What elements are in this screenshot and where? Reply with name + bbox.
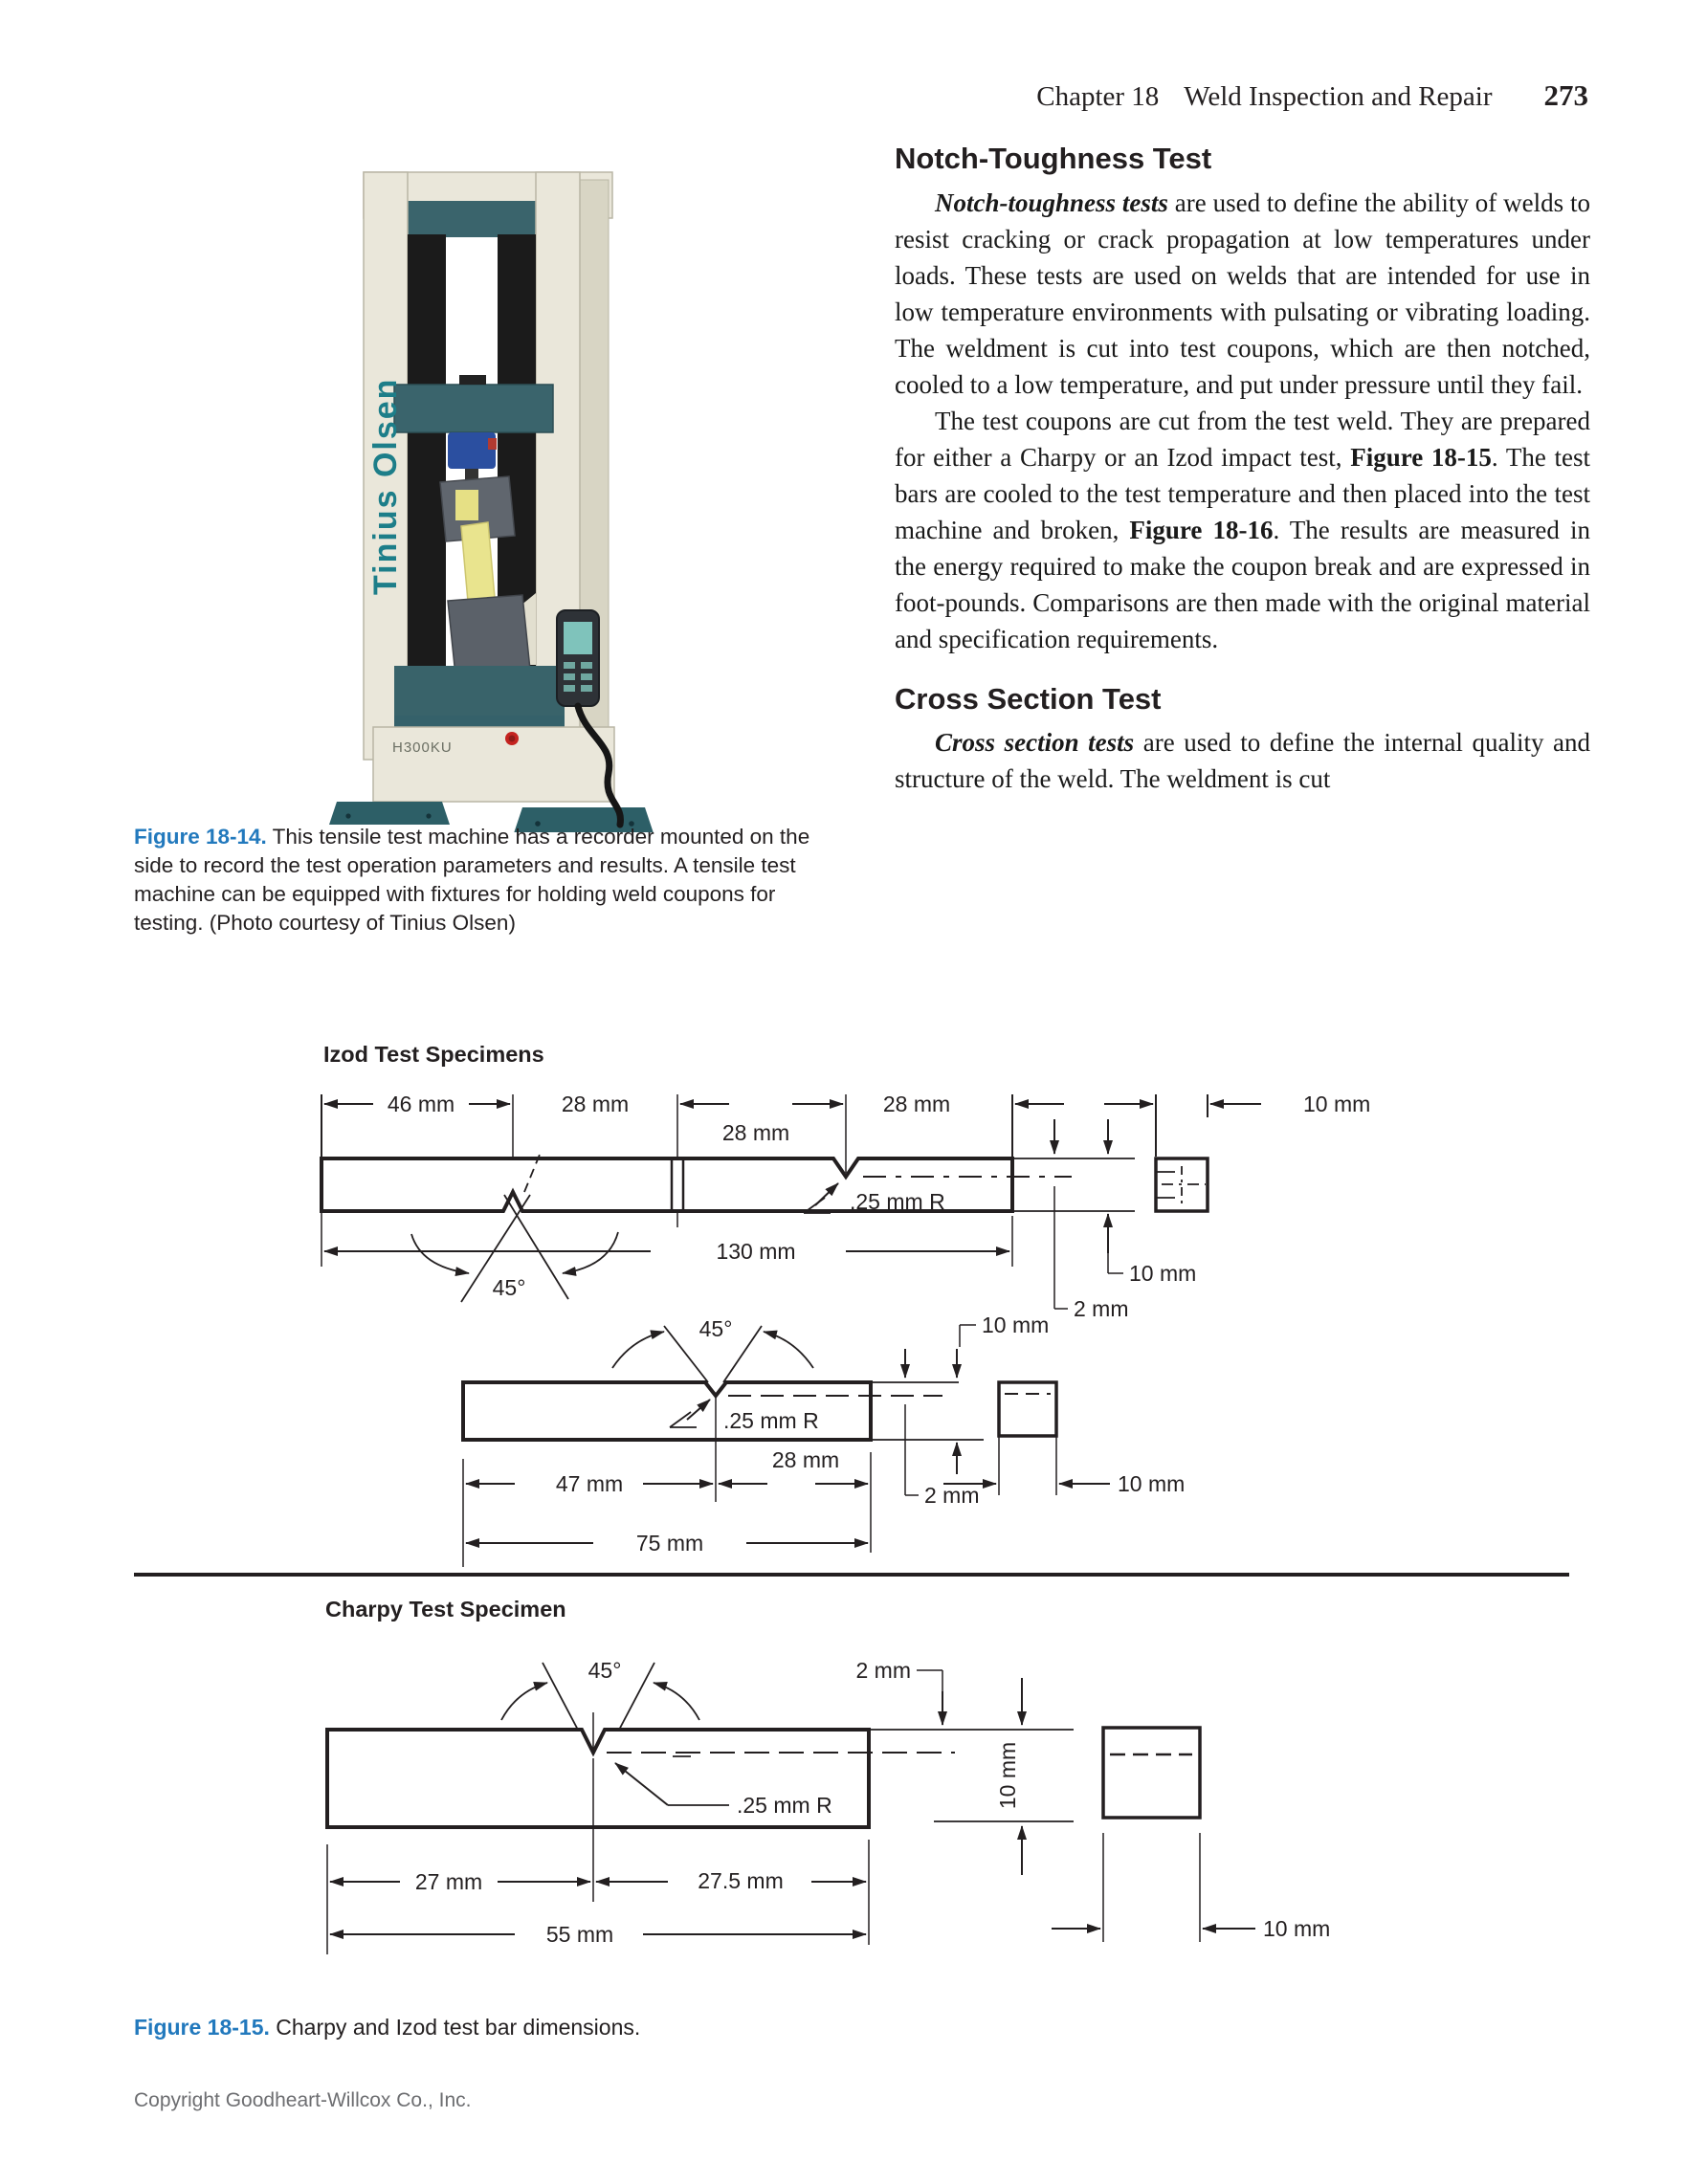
tensile-machine-illustration bbox=[329, 172, 654, 832]
izod1-radius: .25 mm R bbox=[850, 1189, 945, 1214]
izod2-depth-2mm: 2 mm bbox=[924, 1483, 980, 1508]
charpy-radius: .25 mm R bbox=[737, 1793, 832, 1818]
machine-load-cell-light bbox=[488, 438, 497, 450]
charpy-cross-section bbox=[1103, 1728, 1200, 1818]
machine-lower-grip bbox=[448, 595, 530, 675]
figure-18-14-text: This tensile test machine has a recorder mounted on the side to record the test operation parameters and results. A tensile test machine can be equipped with fixtures for holding weld coupons for testing. (Photo courtesy of Tinius Olsen) bbox=[134, 825, 810, 935]
machine-crosshead-cap bbox=[459, 375, 486, 385]
machine-foot-left bbox=[329, 802, 450, 825]
dim-46mm: 46 mm bbox=[387, 1092, 455, 1116]
machine-inner-top-beam bbox=[408, 201, 536, 237]
term-cross-section-tests: Cross section tests bbox=[935, 728, 1135, 758]
dim-28mm-a: 28 mm bbox=[561, 1092, 630, 1116]
izod2-dim-28mm: 28 mm bbox=[771, 1447, 840, 1472]
paragraph-text: . The results are measured in the energy required to make the coupon break and are expressed in foot-pounds. Comparisons are then made with the original material and specification requirements. bbox=[895, 515, 1590, 653]
machine-upper-strap bbox=[455, 490, 478, 520]
foot-bolt bbox=[345, 813, 350, 818]
charpy-diagram-title: Charpy Test Specimen bbox=[325, 1597, 566, 1621]
paragraph-text: . The test bars are cooled to the test temperature and then placed into the test machine and broken, bbox=[895, 442, 1591, 544]
izod1-depth-2mm: 2 mm bbox=[1074, 1296, 1129, 1321]
figure-16-reference: Figure 18-16 bbox=[1129, 515, 1274, 544]
text-column bbox=[895, 142, 1590, 797]
dim-130mm: 130 mm bbox=[716, 1239, 796, 1264]
izod2-radius: .25 mm R bbox=[723, 1408, 819, 1433]
machine-load-cell bbox=[448, 432, 496, 469]
copyright-notice: Copyright Goodheart-Willcox Co., Inc. bbox=[134, 2089, 472, 2111]
charpy-height-10mm: 10 mm bbox=[995, 1741, 1020, 1810]
heading-cross-section-test: Cross Section Test bbox=[895, 681, 1162, 716]
paragraph-cross-section-1 bbox=[895, 724, 1590, 797]
chapter-number: Chapter 18 bbox=[1036, 81, 1160, 112]
izod2-angle-45: 45° bbox=[698, 1316, 733, 1341]
figure-18-15-drawing bbox=[134, 1031, 1588, 1978]
figure-18-15-caption bbox=[134, 2015, 1186, 2041]
izod-specimen-2 bbox=[463, 1325, 1110, 1567]
paragraph-notch-toughness-2 bbox=[895, 403, 1590, 657]
machine-platform bbox=[394, 666, 565, 719]
heading-notch-toughness-test: Notch-Toughness Test bbox=[895, 142, 1212, 175]
machine-base bbox=[373, 727, 614, 802]
machine-crosshead bbox=[394, 385, 553, 432]
izod-cross-section-2 bbox=[999, 1382, 1056, 1436]
paragraph-text: are used to define the internal quality and structure of the weld. The weldment is cut bbox=[895, 728, 1590, 794]
foot-bolt bbox=[426, 813, 431, 818]
paragraph-notch-toughness-1 bbox=[895, 185, 1590, 403]
machine-screw-band-left bbox=[408, 234, 446, 682]
dim-10mm-square1: 10 mm bbox=[1303, 1092, 1371, 1116]
paragraph-text: The test coupons are cut from the test weld. They are prepared for either a Charpy or an Izod impact test, bbox=[895, 406, 1590, 472]
figure-18-15-label: Figure 18-15. bbox=[134, 2015, 270, 2040]
dim-28mm-b: 28 mm bbox=[721, 1120, 790, 1145]
machine-model-label: H300KU bbox=[392, 739, 453, 756]
izod2-dim-75mm: 75 mm bbox=[635, 1531, 704, 1555]
paragraph-text: are used to define the ability of welds to resist cracking or crack propagation at low temperatures under loads. These tests are used on welds that are intended for use in low temperature environments with pulsating or vibrating loading. The weldment is cut into test coupons, which are then notched, cooled to a low temperature, and put under pressure until they fail. bbox=[895, 188, 1590, 399]
charpy-depth-2mm: 2 mm bbox=[855, 1658, 911, 1683]
emergency-stop-center bbox=[509, 736, 516, 742]
izod-diagram-title: Izod Test Specimens bbox=[323, 1042, 544, 1067]
chapter-title: Weld Inspection and Repair bbox=[1184, 81, 1493, 112]
charpy-dim-27-5mm: 27.5 mm bbox=[698, 1868, 784, 1893]
figure-18-14-label: Figure 18-14. bbox=[134, 825, 267, 849]
charpy-angle-45: 45° bbox=[587, 1658, 622, 1683]
izod2-square-10mm: 10 mm bbox=[1118, 1471, 1186, 1496]
figure-18-15-text: Charpy and Izod test bar dimensions. bbox=[269, 2015, 641, 2040]
term-notch-toughness-tests: Notch-toughness tests bbox=[935, 188, 1168, 217]
charpy-square-10mm: 10 mm bbox=[1263, 1916, 1331, 1941]
machine-brand-label: Tinius Olsen bbox=[367, 377, 404, 595]
running-head bbox=[1036, 78, 1588, 113]
izod2-top-10mm: 10 mm bbox=[982, 1313, 1050, 1337]
izod1-height-10mm: 10 mm bbox=[1129, 1261, 1197, 1286]
dim-28mm-c: 28 mm bbox=[882, 1092, 951, 1116]
izod2-dim-47mm: 47 mm bbox=[555, 1471, 624, 1496]
figure-15-reference: Figure 18-15 bbox=[1350, 442, 1492, 472]
charpy-dim-27mm: 27 mm bbox=[414, 1869, 483, 1894]
figure-18-14-caption bbox=[134, 823, 811, 938]
izod1-angle-45: 45° bbox=[492, 1275, 526, 1300]
page-number: 273 bbox=[1543, 78, 1588, 112]
charpy-dim-55mm: 55 mm bbox=[545, 1922, 614, 1947]
izod-specimen-1 bbox=[321, 1094, 1261, 1309]
figure-18-14-photo bbox=[316, 143, 660, 832]
controller-screen bbox=[564, 622, 592, 654]
